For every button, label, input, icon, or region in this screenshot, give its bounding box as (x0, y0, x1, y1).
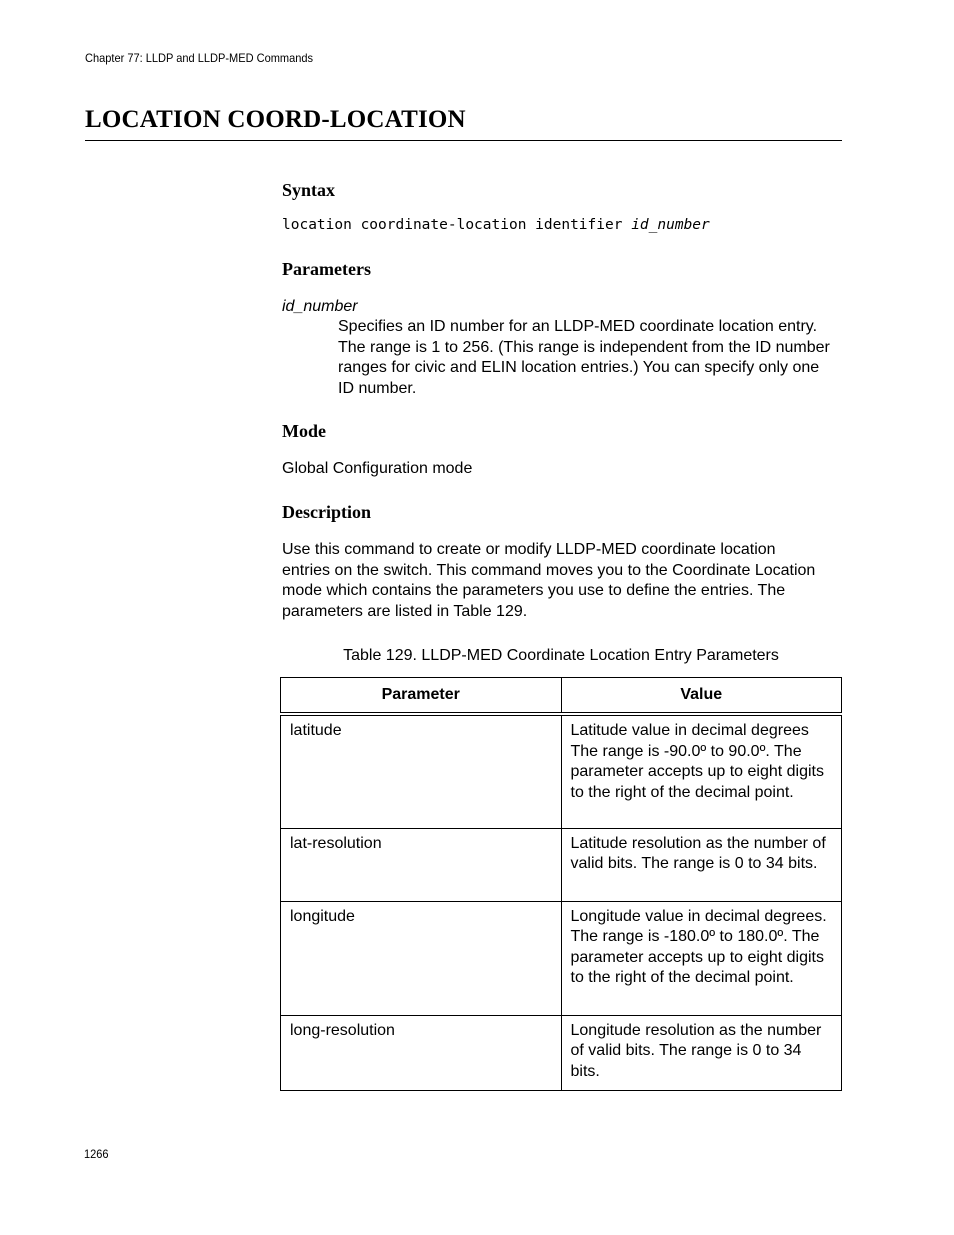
table-row (281, 714, 842, 828)
mode-heading: Mode (282, 421, 326, 441)
table-cell-parameter: lat-resolution (281, 828, 562, 901)
running-header: Chapter 77: LLDP and LLDP-MED Commands (85, 51, 314, 65)
table-cell-parameter: long-resolution (281, 1015, 562, 1091)
parameters-table (280, 677, 842, 1091)
syntax-heading: Syntax (282, 180, 336, 200)
syntax-variable: id_number (631, 217, 710, 233)
table-cell-value: Longitude resolution as the number of valid bits. The range is 0 to 34 bits. (561, 1015, 842, 1091)
parameters-heading: Parameters (282, 259, 371, 279)
syntax-command-text: location coordinate-location identifier (282, 217, 632, 233)
table-row (281, 901, 842, 1015)
table-header-row (281, 678, 842, 715)
table-cell-value: Longitude value in decimal degrees. The range is -180.0º to 180.0º. The parameter accepts up to eight digits to the right of the decimal point. (561, 901, 842, 1015)
mode-text: Global Configuration mode (282, 460, 473, 477)
parameter-term: id_number (282, 298, 358, 315)
table-cell-parameter: longitude (281, 901, 562, 1015)
table-row (281, 1015, 842, 1091)
page-title: LOCATION COORD-LOCATION (85, 106, 466, 133)
table-header-value: Value (561, 678, 842, 715)
page-number: 1266 (84, 1147, 109, 1161)
table-cell-value: Latitude resolution as the number of valid bits. The range is 0 to 34 bits. (561, 828, 842, 901)
table-cell-parameter: latitude (281, 714, 562, 828)
title-rule (85, 140, 842, 141)
table-cell-value: Latitude value in decimal degrees The range is -90.0º to 90.0º. The parameter accepts up to eight digits to the right of the decimal point. (561, 714, 842, 828)
table-caption: Table 129. LLDP-MED Coordinate Location Entry Parameters (343, 647, 779, 664)
table-row (281, 828, 842, 901)
table-header-parameter: Parameter (281, 678, 562, 715)
description-heading: Description (282, 502, 371, 522)
syntax-command (282, 217, 710, 233)
parameter-description: Specifies an ID number for an LLDP-MED coordinate location entry. The range is 1 to 256. (This range is independent from the ID number ranges for civic and ELIN location entries.) You can specify only one ID number. (338, 318, 830, 397)
description-text: Use this command to create or modify LLDP-MED coordinate location entries on the switch. This command moves you to the Coordinate Location mode which contains the parameters you use to define the entries. The parameters are listed in Table 129. (282, 541, 816, 620)
